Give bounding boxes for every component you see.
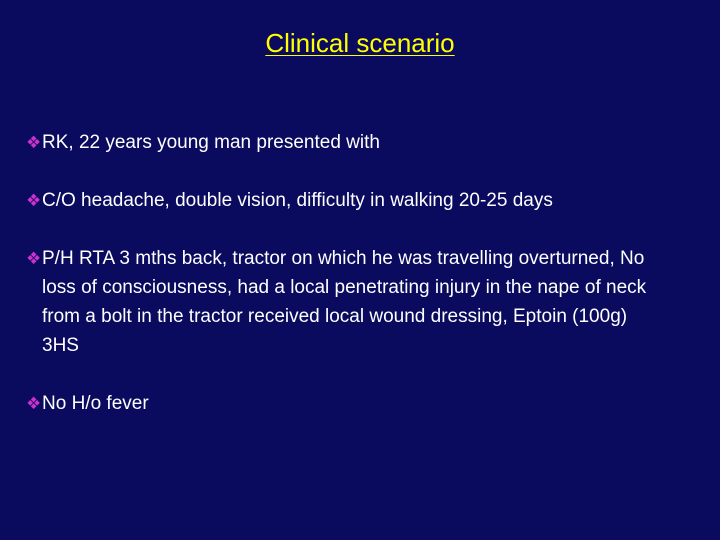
bullet-text: C/O headache, double vision, difficulty in walking 20-25 days bbox=[42, 190, 553, 211]
bullet-list bbox=[26, 128, 666, 418]
diamond-cluster-icon: ❖ bbox=[26, 394, 42, 413]
diamond-cluster-icon: ❖ bbox=[26, 191, 42, 210]
bullet-item bbox=[26, 389, 666, 418]
bullet-item bbox=[26, 186, 666, 215]
diamond-cluster-icon: ❖ bbox=[26, 133, 42, 152]
bullet-item bbox=[26, 244, 666, 360]
bullet-item bbox=[26, 128, 666, 157]
bullet-text: No H/o fever bbox=[42, 393, 149, 414]
bullet-text: P/H RTA 3 mths back, tractor on which he was travelling overturned, No loss of consciousness, had a local penetrating injury in the nape of neck from a bolt in the tractor received local wound dressing, Eptoin (100g) 3HS bbox=[42, 248, 647, 356]
slide-title: Clinical scenario bbox=[265, 28, 455, 58]
diamond-cluster-icon: ❖ bbox=[26, 249, 42, 268]
bullet-text: RK, 22 years young man presented with bbox=[42, 132, 380, 153]
